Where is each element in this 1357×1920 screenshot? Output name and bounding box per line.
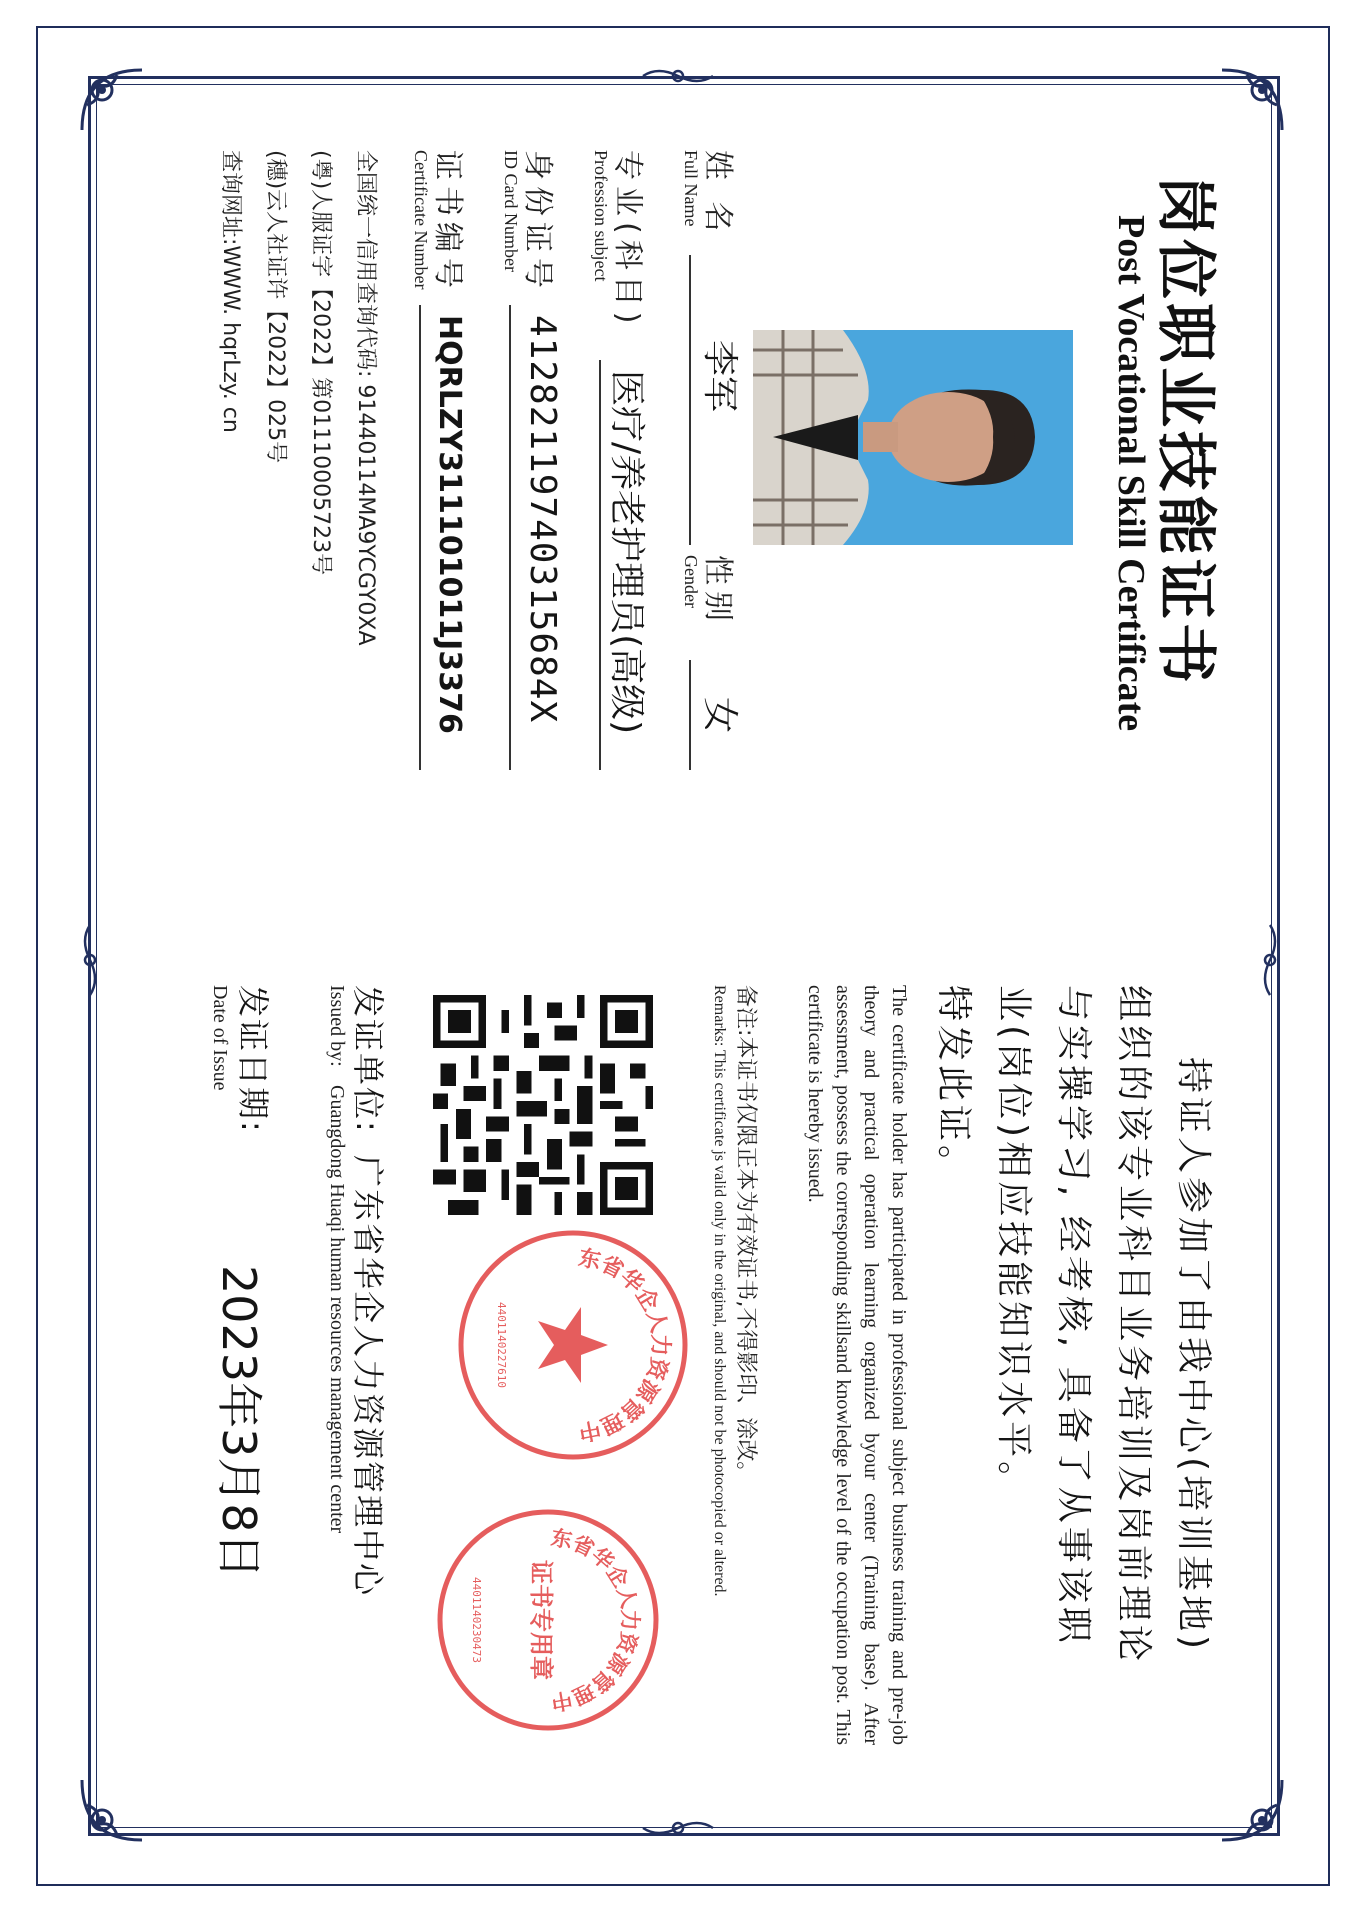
credit-code: 全国统一信用查询代码: 91440114MA9YCGY0XA xyxy=(353,150,378,646)
certificate-seal xyxy=(429,1505,663,1735)
id-label-en: ID Card Number xyxy=(501,150,521,272)
cert-number-label-en: Certificate Number xyxy=(411,150,431,290)
statement-cn-line-2: 组织的该专业科目业务培训及岗前理论 xyxy=(1113,985,1154,1666)
seal-2-text: 东省华企人力资源管理中 xyxy=(549,1525,642,1715)
statement-cn-line-5: 特发此证。 xyxy=(933,985,974,1186)
official-seal xyxy=(449,1225,693,1465)
remarks-cn: 备注:本证书仅限正本为有效证书,不得影印、涂改。 xyxy=(733,985,758,1484)
gender-label-en: Gender xyxy=(681,555,701,608)
seal-2-number: 4401140230473 xyxy=(470,1576,483,1664)
holder-gender: 女 xyxy=(699,697,740,734)
holder-name: 李军 xyxy=(699,340,740,413)
certificate-title-en: Post Vocational Skill Certificate xyxy=(1110,215,1152,732)
website: 查询网址:WWW. hqrLzy. cn xyxy=(218,150,243,433)
statement-cn-line-4: 业(岗位)相应技能知识水平。 xyxy=(993,985,1034,1502)
statement-cn-line-3: 与实操学习, 经考核, 具备了从事该职 xyxy=(1053,985,1094,1647)
issuer-name-cn: 广东省华企人力资源管理中心 xyxy=(349,1155,387,1598)
bottom-center-ornament xyxy=(638,1816,718,1840)
seal-1-text: 东省华企人力资源管理中 xyxy=(576,1245,672,1445)
gender-label-cn: 性别 xyxy=(700,555,735,627)
top-center-ornament xyxy=(638,64,718,88)
certificate-content xyxy=(83,125,1253,1805)
subject-label-cn: 专业(科目) xyxy=(610,150,645,330)
remarks-en: Remarks: This certificate js valid only in the original, and should not be photocopied or altered. xyxy=(711,985,728,1597)
statement-en: The certificate holder has participated in professional subject business training and pre-job theory and practical operation learning organized byour center (Training base). After assessment, possess the corresponding skillsand knowledge level of the occupation post. This certificate is hereby issued. xyxy=(804,985,910,1745)
name-label-cn: 姓 名 xyxy=(700,150,735,238)
holder-id-number: 41282119740315684X xyxy=(522,315,563,724)
issuer-label-en: Issued by: xyxy=(326,985,348,1067)
subject-label-en: Profession subject xyxy=(591,150,611,282)
verification-qr-code xyxy=(429,995,653,1215)
issue-date-label-cn: 发证日期: xyxy=(234,985,272,1134)
statement-cn xyxy=(923,985,1223,1765)
issue-date-label-en: Date of Issue xyxy=(209,985,231,1091)
holder-subject: 医疗/养老护理员(高级) xyxy=(606,370,647,735)
license-2: (穗)云人社证许【2022】025号 xyxy=(263,150,288,464)
id-label-cn: 身份证号 xyxy=(520,150,555,294)
statement-cn-line-1: 持证人参加了由我中心(培训基地) xyxy=(1173,1057,1214,1654)
license-1: (粤)人服证字【2022】第01110005723号 xyxy=(308,150,333,576)
holder-photo xyxy=(753,330,1073,545)
name-label-en: Full Name xyxy=(681,150,701,227)
issue-date: 2023年3月8日 xyxy=(212,1265,266,1579)
holder-cert-number: HQRLZY311101011J3376 xyxy=(432,315,467,734)
svg-text:广东省华企人力资源管理中心 xyxy=(549,1505,663,1714)
svg-text:广东省华企人力资源管理中心 xyxy=(576,1225,693,1445)
cert-number-label-cn: 证书编号 xyxy=(430,150,465,294)
issuer-label-cn: 发证单位: xyxy=(349,985,387,1134)
right-center-ornament xyxy=(1258,920,1282,1000)
issuer-name-en: Guangdong Huaqi human resources management center xyxy=(326,1085,348,1534)
certificate-title-cn: 岗位职业技能证书 xyxy=(1150,175,1220,687)
seal-2-sub: 证书专用章 xyxy=(527,1560,555,1680)
seal-1-number: 4401140227610 xyxy=(495,1301,508,1389)
